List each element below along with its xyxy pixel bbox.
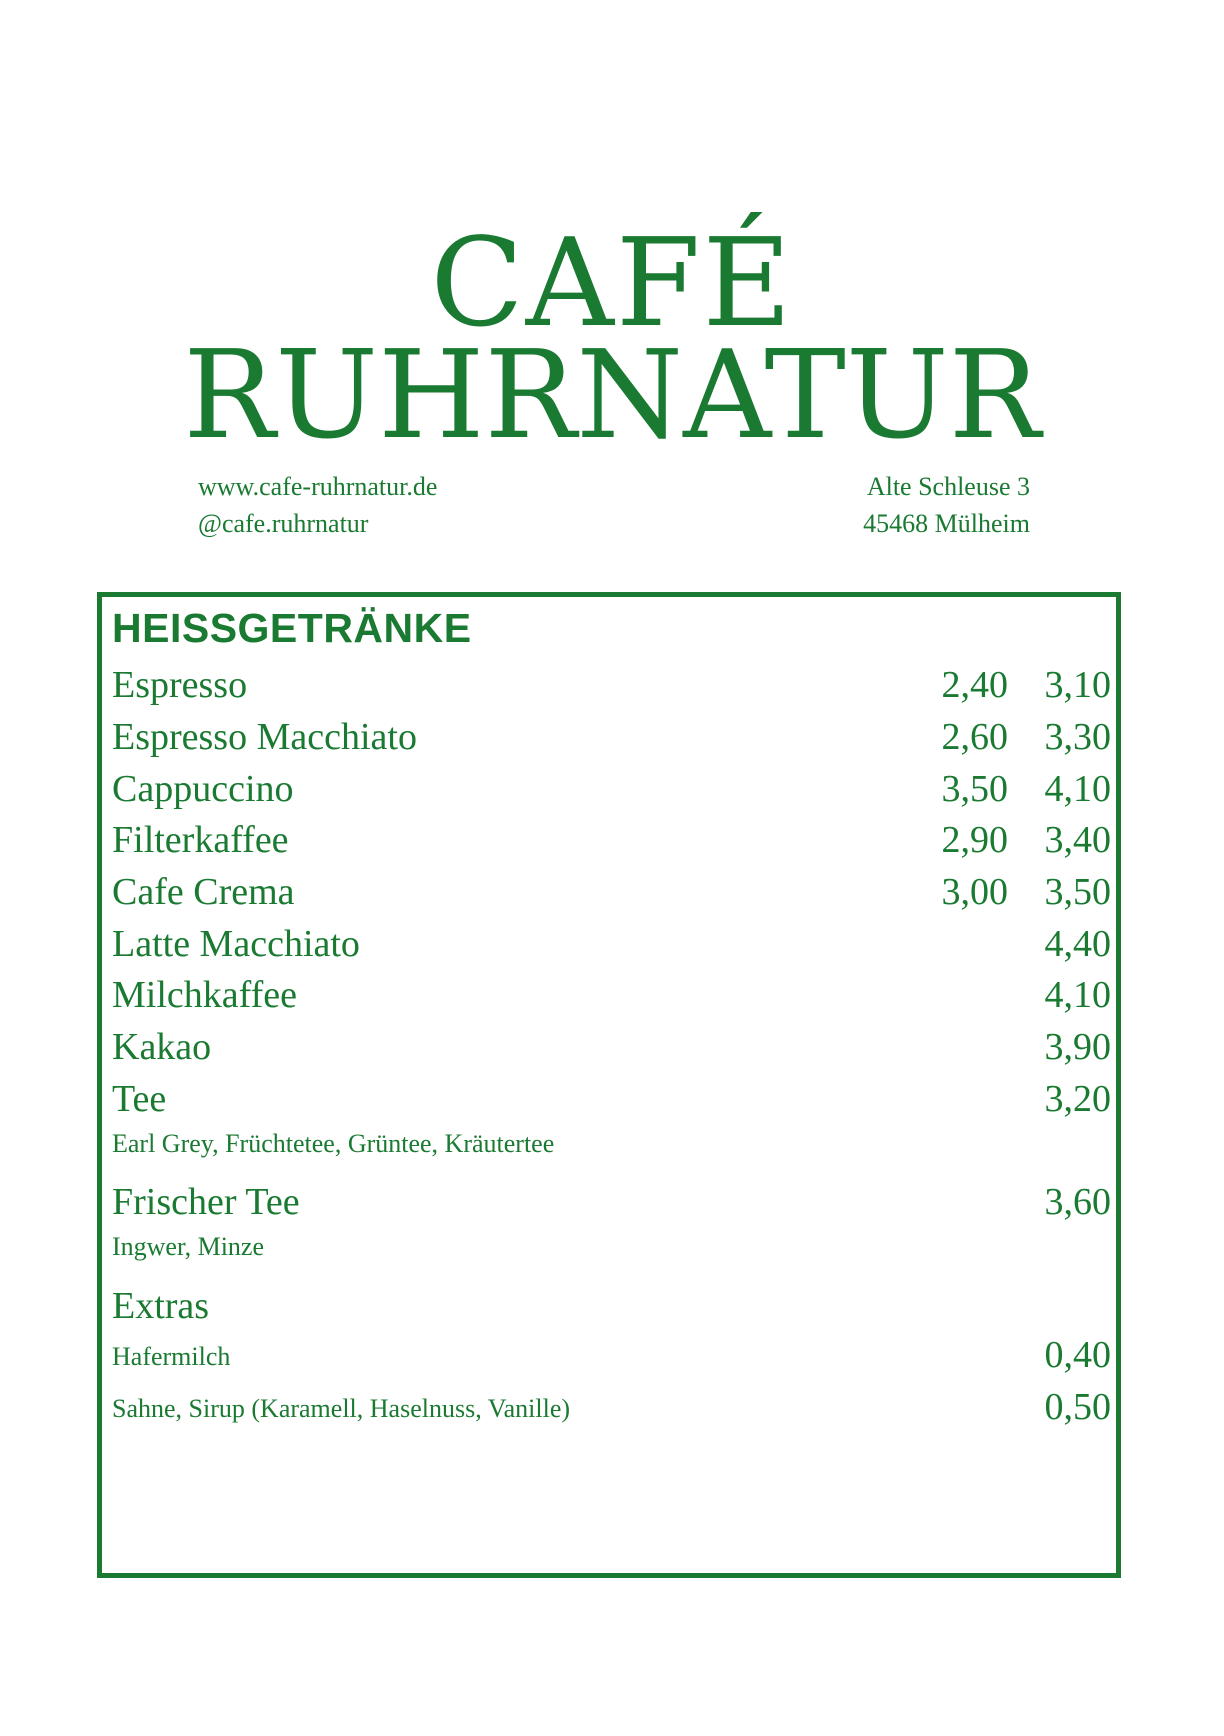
menu-item — [112, 765, 1111, 813]
menu-panel — [97, 592, 1121, 1578]
menu-item — [112, 971, 1111, 1019]
extra-price: 0,50 — [1044, 1386, 1111, 1428]
menu-item — [112, 920, 1111, 968]
item-name: Tee — [112, 1078, 167, 1120]
price-large: 3,20 — [1044, 1078, 1111, 1120]
item-name: Frischer Tee — [112, 1181, 300, 1223]
website-link[interactable]: www.cafe-ruhrnatur.de — [198, 472, 438, 501]
item-name: Milchkaffee — [112, 974, 297, 1016]
menu-item — [112, 816, 1111, 864]
contact-address — [863, 468, 1030, 542]
item-name: Espresso Macchiato — [112, 716, 417, 758]
brand-title-line1: CAFÉ — [430, 212, 794, 354]
item-name: Espresso — [112, 664, 248, 706]
price-large: 4,40 — [1044, 923, 1111, 965]
item-name: Kakao — [112, 1026, 212, 1068]
price-large: 3,10 — [1044, 664, 1111, 706]
address-street: Alte Schleuse 3 — [866, 472, 1030, 501]
social-handle[interactable]: @cafe.ruhrnatur — [198, 509, 369, 538]
price-large: 4,10 — [1044, 768, 1111, 810]
menu-item — [112, 1075, 1111, 1123]
item-name: Filterkaffee — [112, 819, 289, 861]
item-name: Cafe Crema — [112, 871, 295, 913]
price-small: 2,40 — [941, 664, 1008, 706]
price-large: 3,40 — [1044, 819, 1111, 861]
contact-online — [198, 468, 437, 542]
extra-item — [112, 1383, 1111, 1431]
menu-item — [112, 1178, 1111, 1226]
price-small: 3,00 — [941, 871, 1008, 913]
menu-item — [112, 713, 1111, 761]
extras-title: Extras — [112, 1285, 210, 1327]
item-name: Latte Macchiato — [112, 923, 360, 965]
item-name: Cappuccino — [112, 768, 294, 810]
section-title: HEISSGETRÄNKE — [112, 605, 472, 651]
tee-varieties-note: Earl Grey, Früchtetee, Grüntee, Kräutertee — [112, 1129, 555, 1158]
address-city: 45468 Mülheim — [863, 509, 1030, 538]
price-small: 2,90 — [941, 819, 1008, 861]
extras-heading-row — [112, 1282, 1111, 1330]
price-large: 3,50 — [1044, 871, 1111, 913]
price-small: 2,60 — [941, 716, 1008, 758]
price-large: 3,30 — [1044, 716, 1111, 758]
menu-item — [112, 1023, 1111, 1071]
price-large: 3,60 — [1044, 1181, 1111, 1223]
menu-item — [112, 661, 1111, 709]
brand-title-line2: RUHRNATUR — [183, 324, 1041, 466]
price-small: 3,50 — [941, 768, 1008, 810]
extra-item — [112, 1331, 1111, 1379]
menu-item — [112, 868, 1111, 916]
frischer-tee-note: Ingwer, Minze — [112, 1232, 265, 1261]
price-large: 4,10 — [1044, 974, 1111, 1016]
extra-name: Sahne, Sirup (Karamell, Haselnuss, Vanille) — [112, 1394, 571, 1423]
extra-name: Hafermilch — [112, 1342, 231, 1371]
extra-price: 0,40 — [1044, 1334, 1111, 1376]
price-large: 3,90 — [1044, 1026, 1111, 1068]
